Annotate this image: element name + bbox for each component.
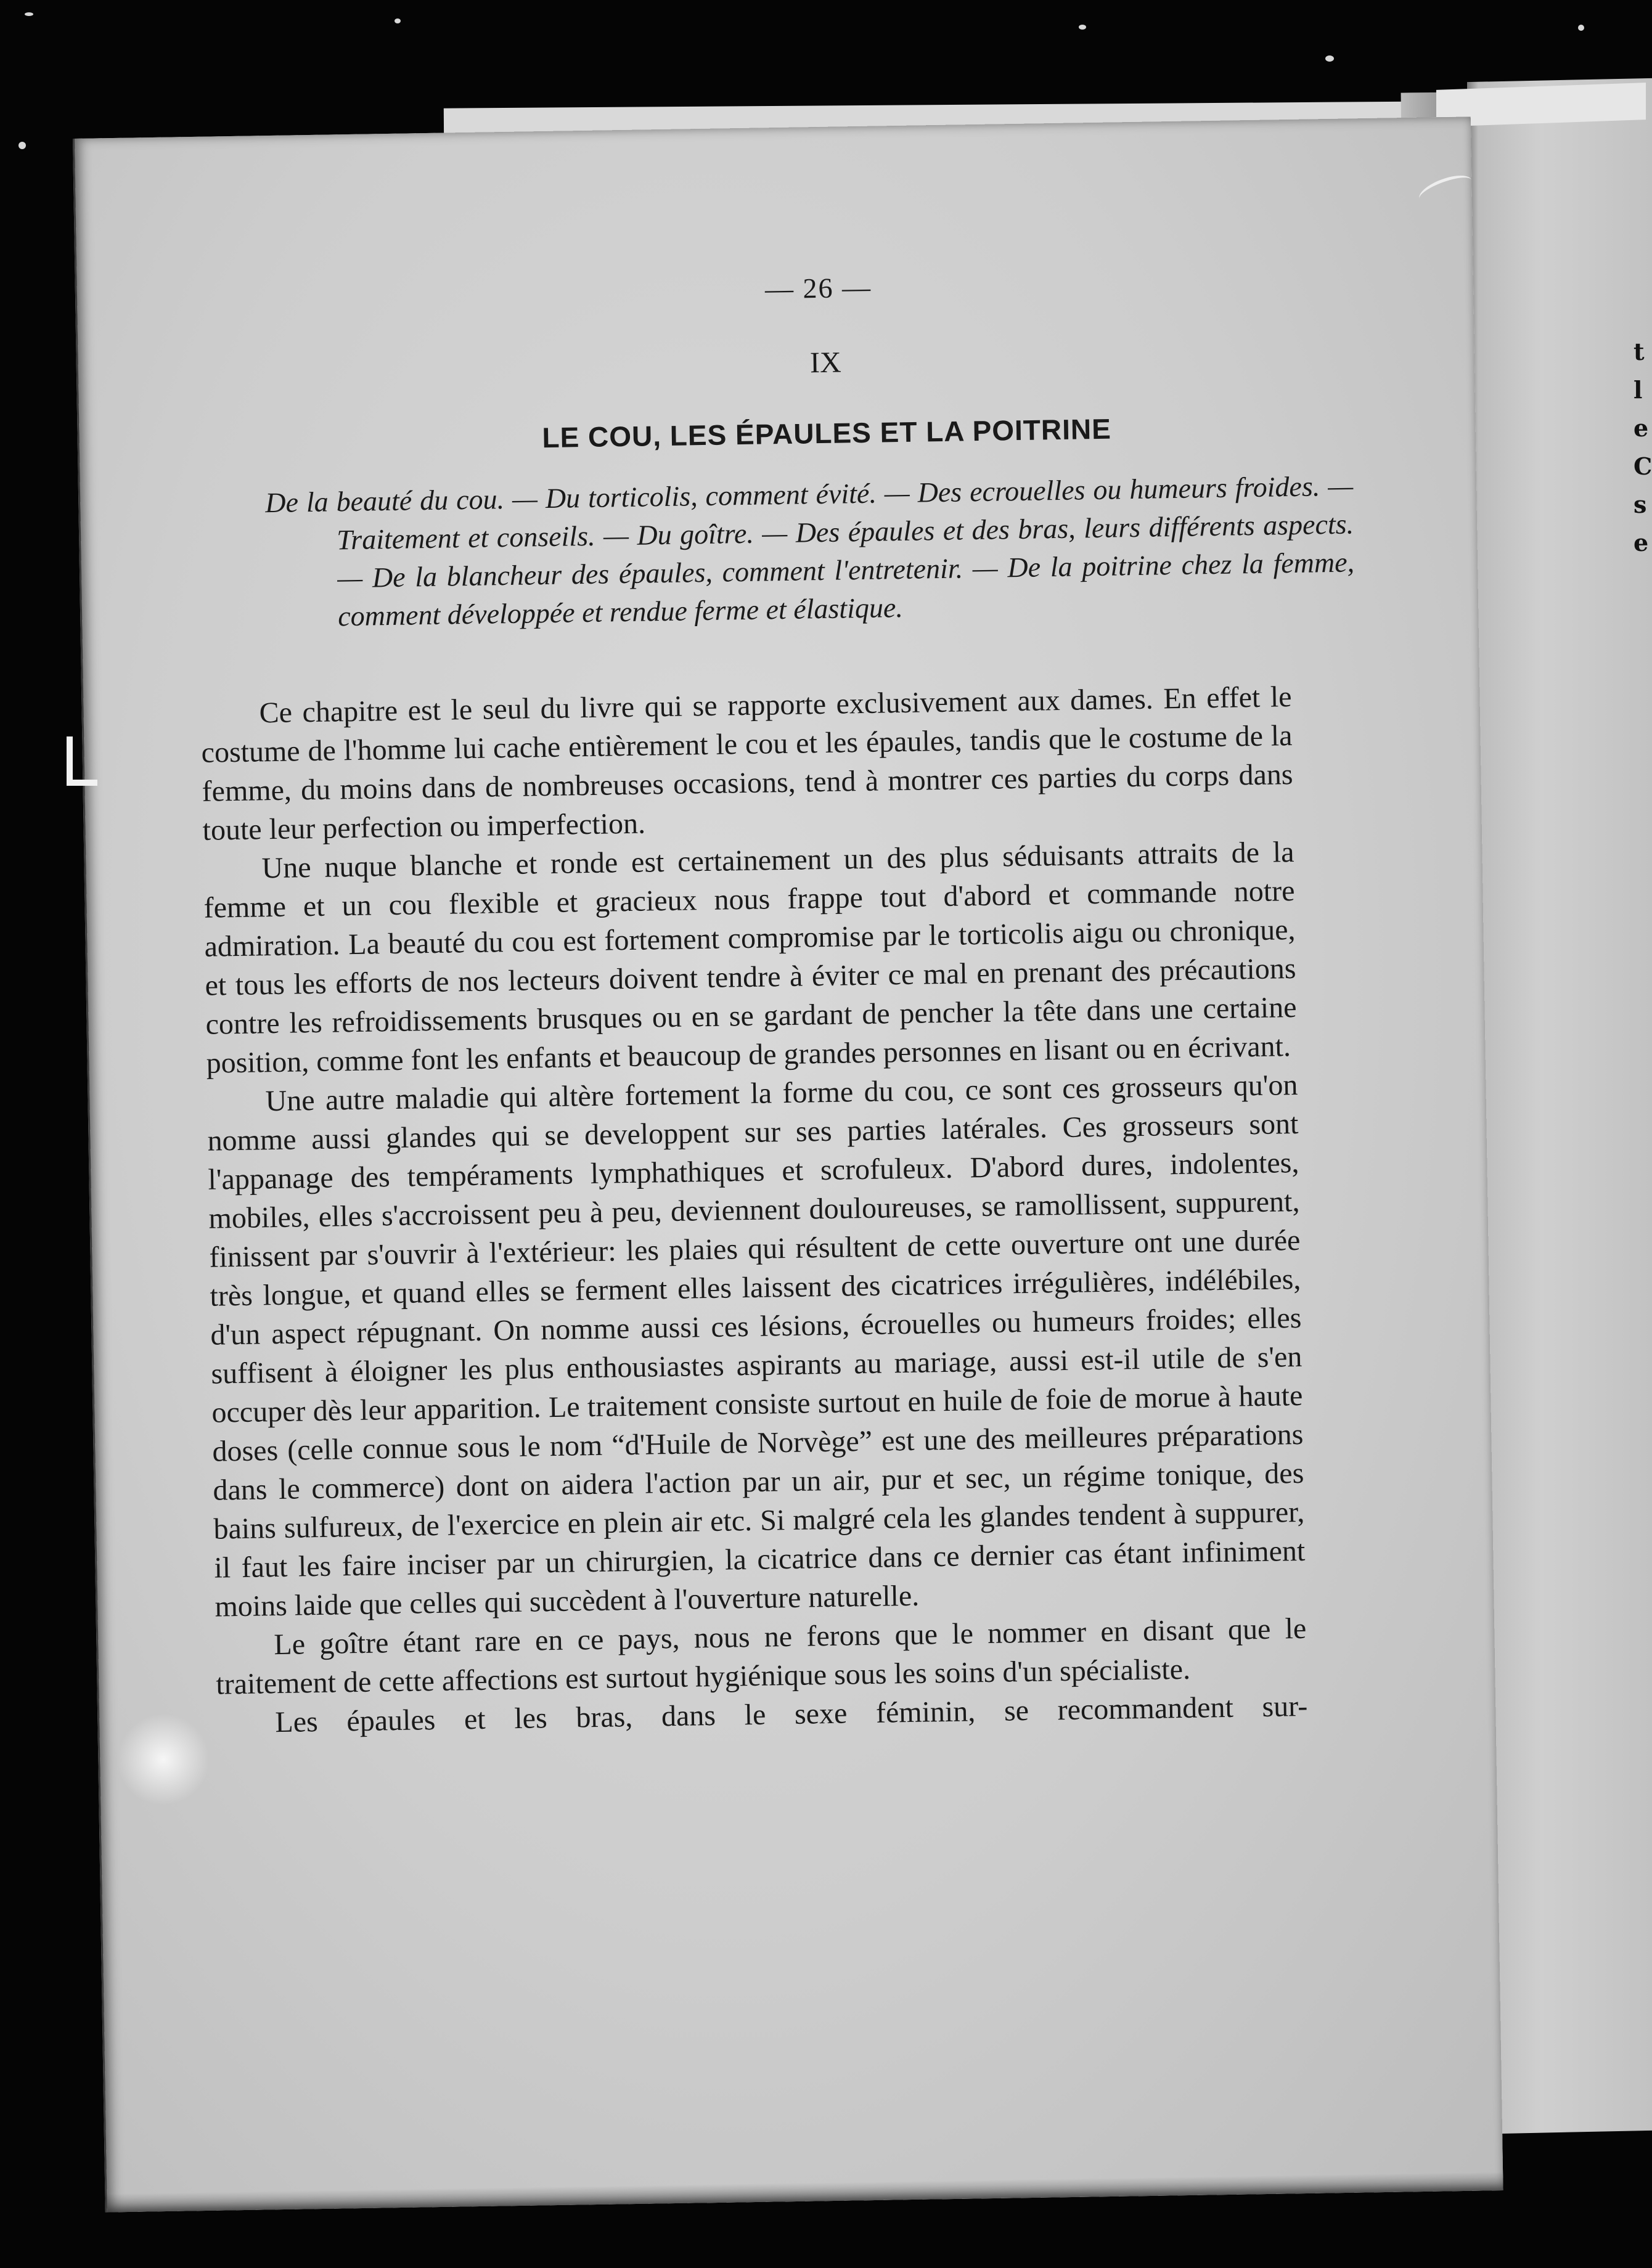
facing-page-margin-text xyxy=(1634,333,1652,562)
page-number: — 26 — xyxy=(764,271,872,305)
facing-letter: t xyxy=(1634,338,1645,365)
facing-letter: e xyxy=(1634,414,1649,442)
facing-letter: l xyxy=(1634,376,1643,404)
scan-speck xyxy=(18,142,26,149)
scan-glare xyxy=(117,1713,210,1806)
facing-letter: C xyxy=(1634,452,1652,480)
facing-letter: e xyxy=(1634,529,1649,557)
scan-speck xyxy=(395,18,401,23)
margin-mark xyxy=(67,736,97,786)
scan-speck xyxy=(25,12,33,16)
book-page xyxy=(73,116,1503,2212)
paragraph: Une nuque blanche et ronde est certainement un des plus séduisants attraits de la femme et un cou flexible et gracieux nous frappe tout d'abord et commande notre admiration. La beauté du cou est fortement compromise par le torticolis aigu ou chronique, et tous les efforts de nos lecteurs doivent tendre à éviter ce mal en prenant des précautions contre les refroidissements brusques ou en se gardant de pencher la tête dans une certaine position, comme font les enfants et beaucoup de grandes personnes en lisant ou en écrivant. xyxy=(203,836,1297,1080)
chapter-number: IX xyxy=(809,346,842,380)
chapter-title: LE COU, LES ÉPAULES ET LA POITRINE xyxy=(542,412,1112,454)
paragraph-continued: Les épaules et les bras, dans le sexe féminin, se recommandent sur- xyxy=(274,1689,1308,1739)
scan-speck xyxy=(1578,25,1584,31)
scan-speck xyxy=(1325,55,1334,62)
scan-speck xyxy=(1079,25,1086,30)
chapter-summary: De la beauté du cou. — Du torticolis, comment évité. — Des ecrouelles ou humeurs froides. — Traitement et conseils. — Du goître. — Des épaules et des bras, leurs différents aspects. — De la blancheur des épaules, comment l'entretenir. — De la poitrine chez la femme, comment développée et rendue ferme et élastique. xyxy=(264,470,1355,632)
paragraph: Une autre maladie qui altère fortement la forme du cou, ce sont ces grosseurs qu'on nomme aussi glandes qui se developpent sur ses parties latérales. Ces grosseurs sont l'appanage des tempéraments lymphathiques et scrofuleux. D'abord dures, indolentes, mobiles, elles s'accroissent peu à peu, deviennent douloureuses, se ramollissent, suppurent, finissent par s'ouvrir à l'extérieur: les plaies qui résultent de cette ouverture ont une durée très longue, et quand elles se ferment elles laissent des cicatrices irrégulières, indélébiles, d'un aspect répugnant. On nomme aussi ces lésions, écrouelles ou humeurs froides; elles suffisent à éloigner les plus enthousiastes aspirants au mariage, aussi est-il utile de s'en occuper dès leur apparition. Le traitement consiste surtout en huile de foie de morue à haute doses (celle connue sous le nom “d'Huile de Norvège” est une des meilleures préparations dans le commerce) dont on aidera l'action par un air, pur et sec, un régime tonique, des bains sulfureux, de l'exercice en plein air etc. Si malgré cela les glandes tendent à suppurer, il faut les faire inciser par un chirurgien, la cicatrice dans ce dernier cas étant infiniment moins laide que celles qui succèdent à l'ouverture naturelle. xyxy=(207,1068,1306,1623)
paragraph: Ce chapitre est le seul du livre qui se rapporte exclusivement aux dames. En effet le costume de l'homme lui cache entièrement le cou et les épaules, tandis que le costume de la femme, du moins dans de nombreuses occasions, tend à montrer ces parties du corps dans toute leur perfection ou imperfection. xyxy=(201,680,1293,847)
page-content xyxy=(75,116,1503,2212)
paragraph: Le goître étant rare en ce pays, nous ne ferons que le nommer en disant que le traitement de cette affections est surtout hygiénique sous les soins d'un spécialiste. xyxy=(216,1612,1307,1701)
page-bottom-shadow xyxy=(107,2172,1503,2213)
body-text xyxy=(200,677,1307,1743)
facing-letter: s xyxy=(1634,491,1647,518)
